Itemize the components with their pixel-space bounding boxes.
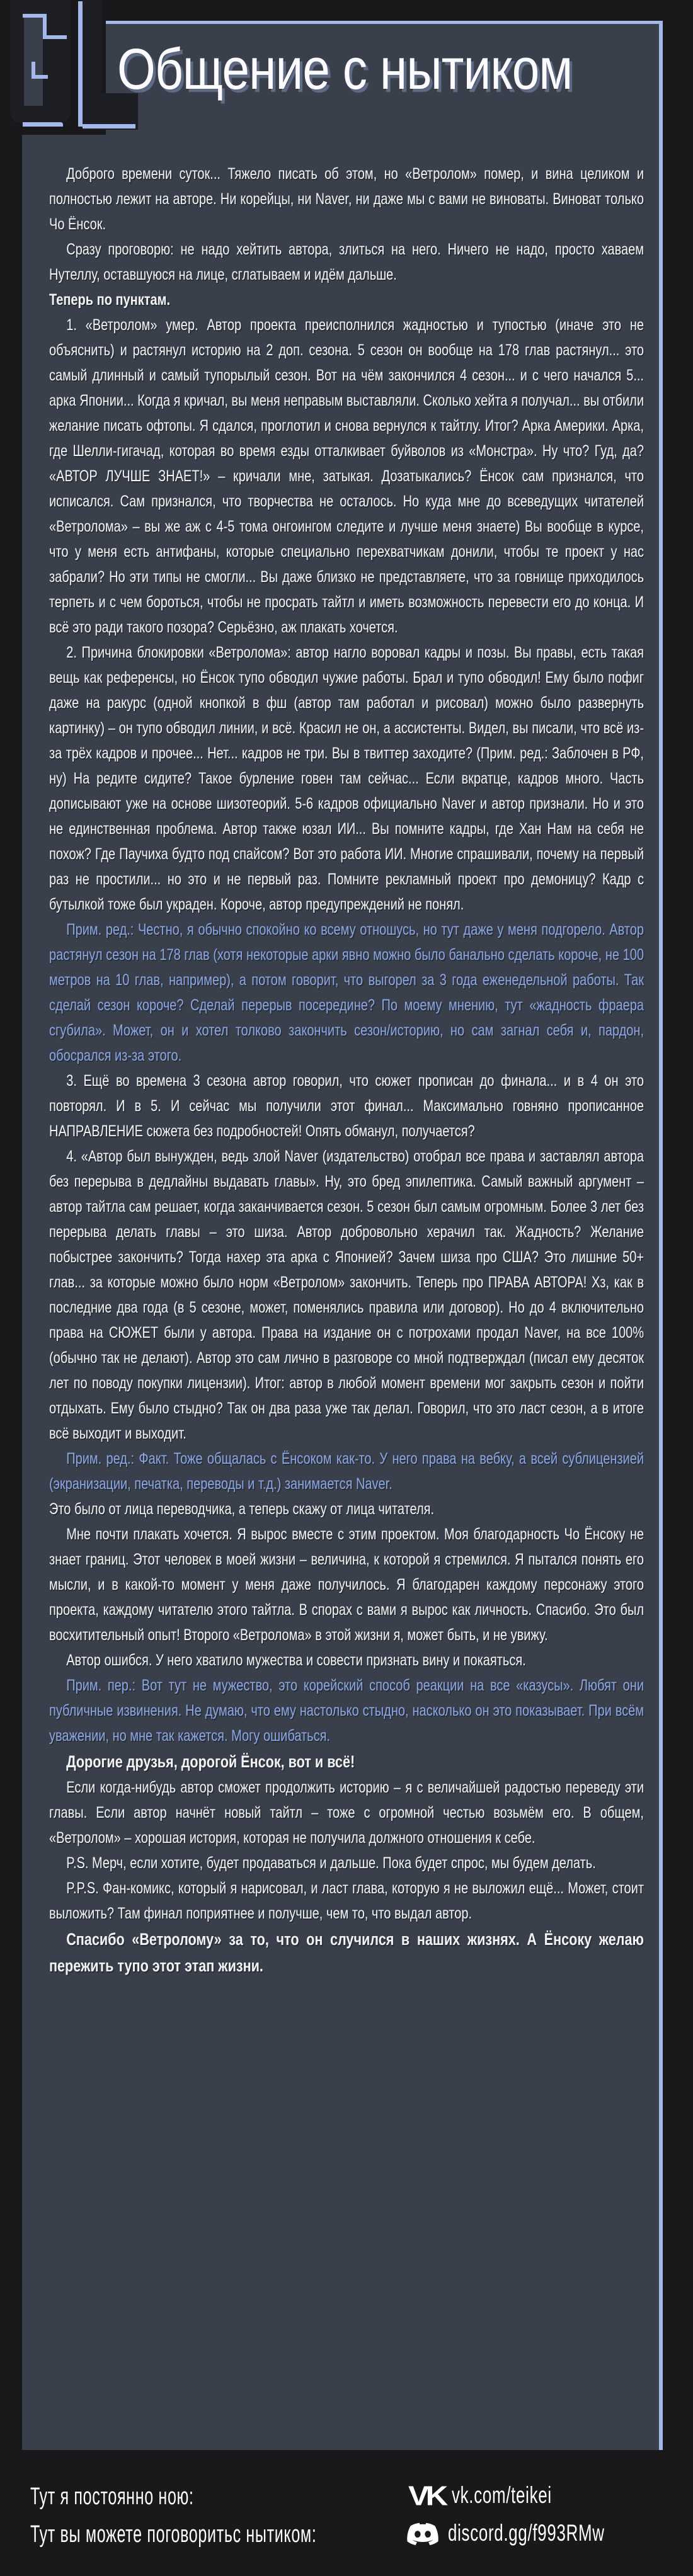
page-title: Общение с нытиком bbox=[117, 37, 573, 101]
footer-vk-link-group[interactable] bbox=[408, 2478, 595, 2513]
vk-icon: VK bbox=[408, 2480, 445, 2511]
paragraph-farewell: Дорогие друзья, дорогой Ёнсок, вот и всё! bbox=[66, 1752, 355, 1771]
discord-label: Тут вы можете поговоритьс нытиком: bbox=[30, 2521, 317, 2548]
translator-note: Прим. пер.: Вот тут не мужество, это корейский способ реакции на все «казусы». Любят они публичные извинения. Не думаю, что ему настолько стыдно, насколько он это показывает. При всём уважении, но мне так кажется. Могу ошибаться. bbox=[49, 1677, 644, 1745]
paragraph-greeting: Доброго времени суток... Тяжело писать об этом, но «Ветролом» помер, и вина целиком и полностью лежит на авторе. Ни корейцы, ни Naver, ни даже мы с вами не виноваты. Виноват только Чо Ёнсок. bbox=[49, 165, 644, 233]
paragraph-ps: P.S. Мерч, если хотите, будет продаваться и дальше. Пока будет спрос, мы будем делать. bbox=[66, 1854, 596, 1872]
paragraph-future-plans: Если когда-нибудь автор сможет продолжить историю – я с величайшей радостью переведу эти главы. Если автор начнёт новый тайтл – тоже с огромной честью возьмём его. В общем, «Ветролом» – хорошая история, которая не получила должного отношения к себе. bbox=[49, 1779, 644, 1847]
paragraph-point-3: 3. Ещё во времена 3 сезона автор говорил, что сюжет прописан до финала... и в 4 он это повторял. И в 5. И сейчас мы получили этот финал... Максимально говняно прописанное НАПРАВЛЕНИЕ сюжета без подробностей! Опять обманул, получается? bbox=[49, 1072, 644, 1140]
paragraph-point-1: 1. «Ветролом» умер. Автор проекта преисполнился жадностью и тупостью (иначе это не объяснить) и растянул историю на 2 доп. сезона. 5 сезон он вообще на 178 глав растянул... это самый длинный и самый тупорылый сезон. Вот на чём закончился 4 сезон... и с чего начался 5... арка Японии... Когда я кричал, вы меня неправым выставляли. Сколько хейта я получал... вы отбили желание писать офтопы. Я сдался, проглотил и снова вернулся к тайтлу. Итог? Арка Америки. Арка, где Шелли-гигачад, которая во время езды отталкивает буйволов из «Монстра». Ну что? Гуд, да? «АВТОР ЛУЧШЕ ЗНАЕТ!» – кричали мне, затыкая. Дозатыкались? Ёнсок сам признался, что исписался. Сам признался, что творчества не осталось. Но куда мне до всеведущих читателей «Ветролома» – вы же аж с 4-5 тома онгоингом следите и лучше меня знаете) Вы вообще в курсе, что у меня есть антифаны, которые специально перехватчикам донили, чтобы те проект у нас забрали? Но эти типы не смогли... Вы даже близко не представляете, что за говнище приходилось терпеть и с чем бороться, чтобы не просрать тайтл и иметь возможность перевести его до конца. И всё это ради такого позора? Серьёзно, аж плакать хочется. bbox=[49, 316, 644, 636]
paragraph-point-2: 2. Причина блокировки «Ветролома»: автор нагло воровал кадры и позы. Вы правы, есть такая вещь как референсы, но Ёнсок тупо обводил чужие работы. Брал и тупо обводил! Ему было пофиг даже на ракурс (одной кнопкой в фш (автор там работал и рисовал) можно было развернуть картинку) – он тупо обводил линии, и всё. Красил не он, а ассистенты. Видел, вы писали, что всё из-за трёх кадров и прочее... Нет... кадров не три. Вы в твиттер заходите? (Прим. ред.: Заблочен в РФ, ну) На редите сидите? Такое бурление говен там сейчас... Если вкратце, кадров много. Часть дописывают уже на основе шизотеорий. 5-6 кадров официально Naver и автор признали. Но и это не единственная проблема. Автор также юзал ИИ... Вы помните кадры, где Хан Нам на себя не похож? Где Паучиха будто под спайсом? Вот это работа ИИ. Многие спрашивали, почему на первый раз не простили... но это и не первый раз. Помните рекламный проект про демоницу? Кадр с бутылкой тоже был украден. Короче, автор предупреждений не понял. bbox=[49, 644, 644, 913]
footer-row-discord bbox=[30, 2517, 464, 2552]
paragraph-author-admitted: Автор ошибся. У него хватило мужества и совести признать вину и покаяться. bbox=[66, 1651, 526, 1669]
discord-link[interactable]: discord.gg/f993RMw bbox=[448, 2520, 605, 2546]
paragraph-point-4: 4. «Автор был вынужден, ведь злой Naver (издательство) отобрал все права и заставлял автора без перерыва в дедлайны выдавать главы». Ну, это бред эпилептика. Самый важный аргумент – автор тайтла сам решает, когда заканчивается сезон. 5 сезон был самым огромным. Более 3 лет без перерыва делать главы – это шиза. Автор добровольно херачил так. Жадность? Желание побыстрее закончить? Тогда нахер эта арка с Японией? Зачем шиза про США? Это лишние 50+ глав... за которые можно было норм «Ветролом» закончить. Теперь про ПРАВА АВТОРА! Хз, как в последние два года (в 5 сезоне, может, поменялись правила или договор). Но до 4 включительно права на СЮЖЕТ были у автора. Права на издание он с потрохами продал Naver, на все 100% (обычно так не делают). Автор это сам лично в разговоре со мной подтверждал (писал ему десяток лет по поводу покупки лицензии). Итог: автор в любой момент времени мог закрыть сезон и пойти отдыхать. Ему было стыдно? Так он два раза уже так делал. Говорил, что это ласт сезон, а в итоге всё выходит и выходит. bbox=[49, 1148, 644, 1442]
footer-discord-link-group[interactable] bbox=[406, 2516, 672, 2551]
editor-note-1: Прим. ред.: Честно, я обычно спокойно ко всему отношусь, но тут даже у меня подгорело. Автор растянул сезон на 178 глав (хотя некоторые арки явно можно было банально сделать короче, не 100 метров на 10 глав, например), а потом говорит, что выгорел за 3 года еженедельной работы. Так сделай сезон короче? Сделай перерыв посередине? По моему мнению, тут «жадность фраера сгубила». Может, он и хотел толково закончить сезон/историю, но сам загнал себя и, пардон, обосрался из-за этого. bbox=[49, 921, 644, 1064]
vk-link[interactable]: vk.com/teikei bbox=[452, 2482, 553, 2508]
paragraph-thanks: Спасибо «Ветролому» за то, что он случился в наших жизнях. А Ёнсоку желаю пережить тупо этот этап жизни. bbox=[49, 1930, 644, 1975]
vk-label: Тут я постоянно ною: bbox=[30, 2483, 194, 2510]
editor-note-2: Прим. ред.: Факт. Тоже общалась с Ёнсоком как-то. У него права на вебку, а всей сублицензией (экранизации, печатка, переводы и т.д.) занимается Naver. bbox=[49, 1450, 644, 1493]
paragraph-reader-view: Мне почти плакать хочется. Я вырос вместе с этим проектом. Моя благодарность Чо Ёнсоку не знает границ. Этот человек в моей жизни – величина, к которой я стремился. Я пытался понять его мысли, и в какой-то момент у меня даже получилось. Я благодарен каждому персонажу этого проекта, каждому читателю этого тайтла. В спорах с вами я вырос как личность. Спасибо. Это был восхитительный опыт! Второго «Ветролома» в этой жизни я, может быть, и не увижу. bbox=[49, 1525, 644, 1644]
body-text bbox=[49, 161, 644, 1979]
discord-icon bbox=[406, 2521, 439, 2546]
footer-row-vk bbox=[30, 2479, 278, 2514]
paragraph-transition: Это было от лица переводчика, а теперь скажу от лица читателя. bbox=[49, 1500, 435, 1518]
section-heading-points: Теперь по пунктам. bbox=[49, 291, 171, 309]
paragraph-pps: P.P.S. Фан-комикс, который я нарисовал, и ласт глава, которую я не выложил ещё... Может, стоит выложить? Там финал поприятнее и получше, чем то, что выдал автор. bbox=[49, 1879, 644, 1922]
paragraph-disclaimer: Сразу проговорю: не надо хейтить автора, злиться на него. Ничего не надо, просто хаваем Нутеллу, оставшуюся на лице, сглатываем и идём дальше. bbox=[49, 241, 644, 283]
